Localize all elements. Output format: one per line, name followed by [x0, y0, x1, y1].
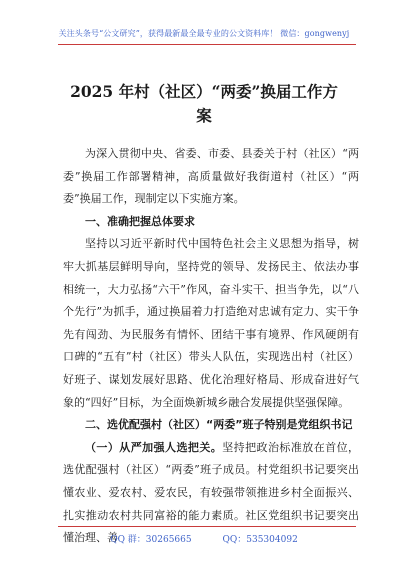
footer-qq-group: QQ 群：30265665	[110, 535, 192, 545]
header-banner: 关注头条号“公文研究”，获得最新最全最专业的公文资料库！ 微信：gongwenyj	[58, 29, 350, 38]
section-2-heading: 二、选优配强村（社区）“两委”班子特别是党组织书记	[85, 418, 353, 432]
document-title	[40, 80, 368, 128]
section-1-paragraph: 坚持以习近平新时代中国特色社会主义思想为指导，树牢大抓基层鲜明导向，坚持党的领导、发扬民主、依法办事相统一，大力弘扬“六干”作风，奋斗实干、担当争先，以“八个先行”为抓手，通过换届着力打造绝对忠诚有定力、实干争先有闯劲、为民服务有情怀、团结干事有境界、作风硬朗有口碑的“五有”村（社区）带头人队伍，实现选出村（社区）好班子、谋划发展好思路、优化治理好格局、形成奋进好气象的“四好”目标，为全面焕新城乡融合发展提供坚强保障。	[63, 237, 359, 409]
header-divider	[58, 44, 356, 45]
document-body	[63, 143, 359, 550]
intro-paragraph: 为深入贯彻中央、省委、市委、县委关于村（社区）“两委”换届工作部署精神，高质量做好我街道村（社区）“两委”换届工作，现制定以下实施方案。	[63, 147, 359, 206]
footer-qq: QQ：535304092	[222, 535, 298, 545]
subsection-1-text: 坚持把政治标准放在首位，选优配强村（社区）“两委”班子成员。村党组织书记要突出懂农业、爱农村、爱农民，有较强带领推进乡村全面振兴、扎实推动农村共同富裕的能力素质。社区党组织书记要突出懂治理、善	[63, 440, 360, 545]
title-line-2: 案	[196, 106, 212, 125]
subsection-1-lead: （一）从严加强人选把关。	[85, 440, 223, 454]
footer-divider	[58, 526, 356, 527]
footer	[0, 532, 408, 545]
title-line-1: 2025 年村（社区）“两委”换届工作方	[70, 82, 338, 101]
section-1-heading: 一、准确把握总体要求	[85, 214, 195, 228]
